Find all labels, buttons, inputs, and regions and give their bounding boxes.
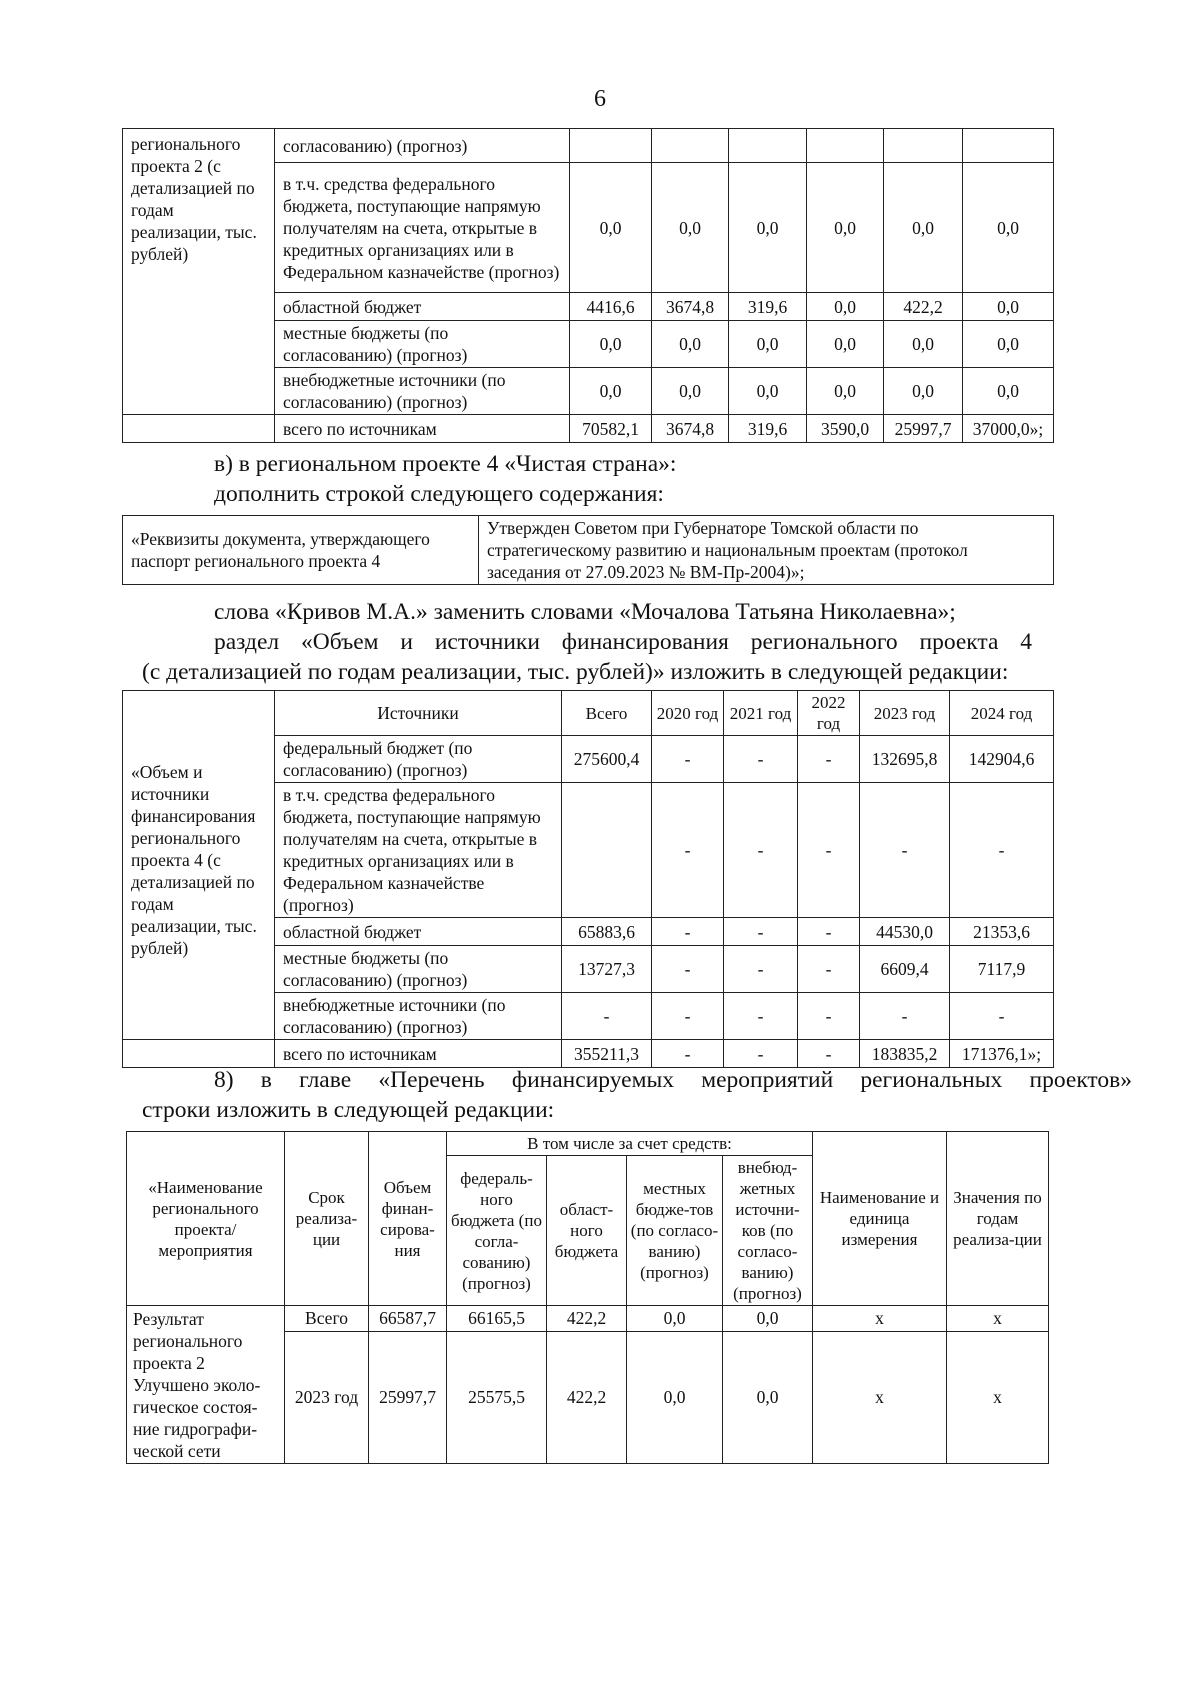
value-cell: 0,0: [570, 368, 652, 415]
value-cell: -: [652, 918, 724, 946]
value-cell: 132695,8: [860, 736, 950, 783]
table-cell: 66587,7: [369, 1306, 447, 1332]
table-cell: 422,2: [547, 1306, 627, 1332]
value-cell: 21353,6: [950, 918, 1054, 946]
value-cell: -: [950, 783, 1054, 918]
value-cell: 0,0: [884, 321, 963, 368]
source-cell: федеральный бюджет (по согласованию) (прогноз): [275, 736, 562, 783]
value-cell: 0,0: [652, 368, 729, 415]
header-including: В том числе за счет средств:: [447, 1132, 813, 1156]
value-cell: -: [724, 783, 798, 918]
table-cell: 66165,5: [447, 1306, 547, 1332]
paragraph-replace-words: слова «Кривов М.А.» заменить словами «Мочалова Татьяна Николаевна»;: [214, 599, 956, 625]
header-2024: 2024 год: [950, 691, 1054, 736]
value-cell: -: [724, 918, 798, 946]
header-2021: 2021 год: [724, 691, 798, 736]
value-cell: 44530,0: [860, 918, 950, 946]
table-project-4-financing: [122, 690, 1054, 1068]
source-cell: местные бюджеты (по согласованию) (прогноз): [275, 321, 570, 368]
value-cell: 0,0: [807, 163, 884, 293]
value-cell: 319,6: [729, 293, 807, 321]
table-cell: 0,0: [723, 1331, 813, 1463]
table-cell: Всего: [285, 1306, 369, 1332]
value-cell: 0,0: [963, 368, 1054, 415]
value-cell: -: [950, 993, 1054, 1040]
header-volume: Объем финан-сирова-ния: [369, 1132, 447, 1306]
value-cell: 0,0: [807, 321, 884, 368]
table-cell: x: [813, 1331, 947, 1463]
table-activities-list: [126, 1131, 1049, 1464]
empty-cell: [123, 415, 275, 443]
table-project-2-financing: [122, 128, 1054, 443]
value-cell: -: [562, 993, 652, 1040]
header-2023: 2023 год: [860, 691, 950, 736]
value-cell: -: [724, 993, 798, 1040]
table-cell: 422,2: [547, 1331, 627, 1463]
value-cell: 0,0: [652, 163, 729, 293]
table-cell: 25997,7: [369, 1331, 447, 1463]
source-cell: областной бюджет: [275, 918, 562, 946]
paragraph-v-add-row: дополнить строкой следующего содержания:: [214, 481, 664, 507]
value-cell: 0,0: [652, 321, 729, 368]
value-cell: [729, 129, 807, 163]
value-cell: [562, 783, 652, 918]
paragraph-8-heading: 8) в главе «Перечень финансируемых мероприятий региональных проектов»: [214, 1067, 1132, 1093]
value-cell: 0,0: [963, 163, 1054, 293]
header-2022: 2022 год: [798, 691, 860, 736]
header-unit: Наименование и единица измерения: [813, 1132, 947, 1306]
value-cell: 319,6: [729, 415, 807, 443]
requisites-value: Утвержден Советом при Губернаторе Томской области по стратегическому развитию и национальным проектам (протокол заседания от 27.09.2023 № ВМ-Пр-2004)»;: [479, 516, 1054, 585]
table-cell: 0,0: [723, 1306, 813, 1332]
source-cell: согласованию) (прогноз): [275, 129, 570, 163]
value-cell: 355211,3: [562, 1040, 652, 1068]
value-cell: 65883,6: [562, 918, 652, 946]
value-cell: [652, 129, 729, 163]
value-cell: 0,0: [884, 163, 963, 293]
value-cell: [807, 129, 884, 163]
table-cell: x: [947, 1306, 1049, 1332]
source-cell: областной бюджет: [275, 293, 570, 321]
page-number: 6: [594, 86, 606, 112]
value-cell: 70582,1: [570, 415, 652, 443]
paragraph-v-heading: в) в региональном проекте 4 «Чистая страна»:: [214, 451, 677, 477]
source-cell: всего по источникам: [275, 415, 570, 443]
value-cell: 0,0: [963, 293, 1054, 321]
value-cell: -: [652, 946, 724, 993]
header-extra: внебюд-жетных источни-ков (по согласо-ванию) (прогноз): [723, 1156, 813, 1306]
project-2-label: регионального проекта 2 (с детализацией по годам реализации, тыс. рублей): [123, 129, 275, 415]
source-cell: всего по источникам: [275, 1040, 562, 1068]
value-cell: -: [724, 946, 798, 993]
paragraph-8-rows: строки изложить в следующей редакции:: [142, 1097, 555, 1123]
value-cell: 183835,2: [860, 1040, 950, 1068]
paragraph-section-2: (с детализацией по годам реализации, тыс. рублей)» изложить в следующей редакции:: [142, 659, 1009, 685]
header-name: «Наименование регионального проекта/ мероприятия: [127, 1132, 285, 1306]
value-cell: 0,0: [729, 368, 807, 415]
value-cell: -: [798, 918, 860, 946]
value-cell: 25997,7: [884, 415, 963, 443]
value-cell: [570, 129, 652, 163]
value-cell: 13727,3: [562, 946, 652, 993]
value-cell: -: [652, 783, 724, 918]
value-cell: 422,2: [884, 293, 963, 321]
value-cell: 0,0: [729, 163, 807, 293]
value-cell: -: [860, 783, 950, 918]
value-cell: 3674,8: [652, 293, 729, 321]
value-cell: 0,0: [729, 321, 807, 368]
value-cell: 3590,0: [807, 415, 884, 443]
value-cell: 3674,8: [652, 415, 729, 443]
value-cell: 275600,4: [562, 736, 652, 783]
value-cell: -: [798, 946, 860, 993]
header-total: Всего: [562, 691, 652, 736]
header-term: Срок реализа-ции: [285, 1132, 369, 1306]
value-cell: 0,0: [807, 368, 884, 415]
value-cell: -: [724, 1040, 798, 1068]
table-cell: 2023 год: [285, 1331, 369, 1463]
value-cell: 0,0: [963, 321, 1054, 368]
value-cell: [963, 129, 1054, 163]
value-cell: -: [798, 783, 860, 918]
value-cell: 142904,6: [950, 736, 1054, 783]
table-cell: x: [813, 1306, 947, 1332]
source-cell: внебюджетные источники (по согласованию) (прогноз): [275, 993, 562, 1040]
header-federal: федераль-ного бюджета (по согла-сованию) (прогноз): [447, 1156, 547, 1306]
source-cell: в т.ч. средства федерального бюджета, поступающие напрямую получателям на счета, открытые в кредитных организациях или в Федеральном казначействе (прогноз): [275, 163, 570, 293]
value-cell: 0,0: [570, 321, 652, 368]
requisites-label: «Реквизиты документа, утверждающего паспорт регионального проекта 4: [123, 516, 479, 585]
value-cell: -: [798, 993, 860, 1040]
paragraph-section-1: раздел «Объем и источники финансирования регионального проекта 4: [214, 629, 1032, 655]
header-regional: област-ного бюджета: [547, 1156, 627, 1306]
project-4-label: «Объем и источники финансирования регионального проекта 4 (с детализацией по годам реализации, тыс. рублей): [123, 691, 275, 1040]
source-cell: внебюджетные источники (по согласованию) (прогноз): [275, 368, 570, 415]
value-cell: 0,0: [884, 368, 963, 415]
table-cell: 25575,5: [447, 1331, 547, 1463]
source-cell: местные бюджеты (по согласованию) (прогноз): [275, 946, 562, 993]
table-cell: 0,0: [627, 1331, 723, 1463]
value-cell: 4416,6: [570, 293, 652, 321]
source-cell: в т.ч. средства федерального бюджета, поступающие напрямую получателям на счета, открытые в кредитных организациях или в Федеральном казначействе (прогноз): [275, 783, 562, 918]
value-cell: -: [798, 736, 860, 783]
header-local: местных бюдже-тов (по согласо-ванию) (прогноз): [627, 1156, 723, 1306]
result-label: Результат регионального проекта 2 Улучшено эколо-гическое состоя-ние гидрографи-ческой сети: [127, 1306, 285, 1464]
header-2020: 2020 год: [652, 691, 724, 736]
table-document-requisites: [122, 515, 1054, 585]
value-cell: 0,0: [807, 293, 884, 321]
value-cell: -: [798, 1040, 860, 1068]
value-cell: -: [860, 993, 950, 1040]
value-cell: -: [652, 736, 724, 783]
value-cell: -: [724, 736, 798, 783]
value-cell: 37000,0»;: [963, 415, 1054, 443]
table-cell: x: [947, 1331, 1049, 1463]
value-cell: -: [652, 1040, 724, 1068]
value-cell: 0,0: [570, 163, 652, 293]
header-sources: Источники: [275, 691, 562, 736]
table-cell: 0,0: [627, 1306, 723, 1332]
value-cell: 7117,9: [950, 946, 1054, 993]
header-values: Значения по годам реализа-ции: [947, 1132, 1049, 1306]
value-cell: 171376,1»;: [950, 1040, 1054, 1068]
value-cell: [884, 129, 963, 163]
value-cell: 6609,4: [860, 946, 950, 993]
value-cell: -: [652, 993, 724, 1040]
